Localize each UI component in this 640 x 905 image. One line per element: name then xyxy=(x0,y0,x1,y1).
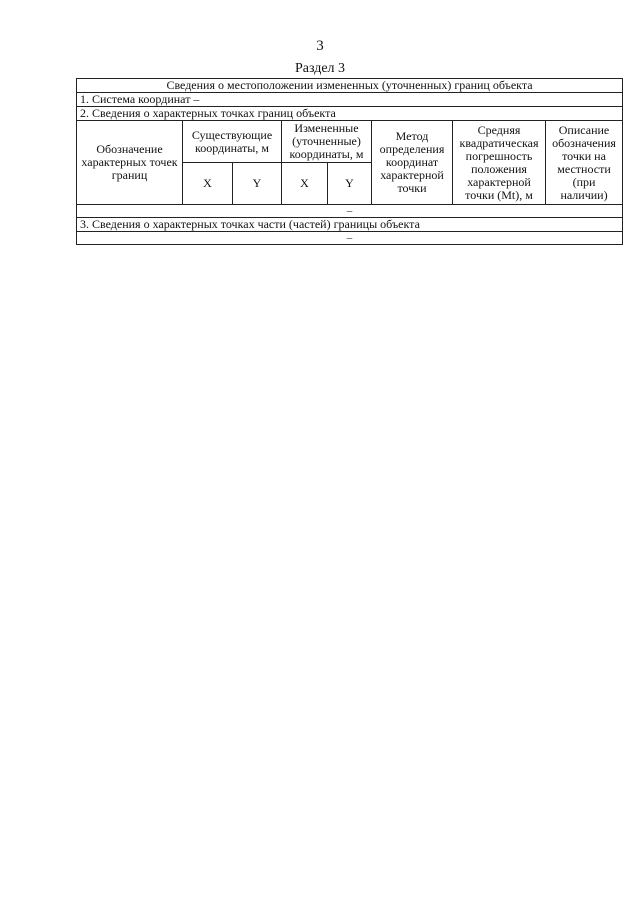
empty-part-points-row: – xyxy=(77,232,623,245)
section-title: Раздел 3 xyxy=(294,61,346,76)
header-method: Метод определения координат характерной точки xyxy=(372,121,453,205)
header-changed-x: X xyxy=(282,163,328,205)
header-changed-coordinates: Измененные (уточненные) координаты, м xyxy=(282,121,372,163)
header-existing-x: X xyxy=(183,163,233,205)
empty-points-row: – xyxy=(77,205,623,218)
characteristic-points-row: 2. Сведения о характерных точках границ объекта xyxy=(77,107,623,121)
page-number: 3 xyxy=(316,38,324,54)
header-changed-y: Y xyxy=(328,163,372,205)
header-existing-coordinates: Существующие координаты, м xyxy=(183,121,282,163)
table-banner: Сведения о местоположении измененных (уточненных) границ объекта xyxy=(77,79,623,93)
boundary-info-table xyxy=(76,78,623,245)
header-existing-y: Y xyxy=(233,163,282,205)
coordinate-system-row: 1. Система координат – xyxy=(77,93,623,107)
part-points-row: 3. Сведения о характерных точках части (частей) границы объекта xyxy=(77,218,623,232)
header-designation: Обозначение характерных точек границ xyxy=(77,121,183,205)
header-mean-error: Средняя квадратическая погрешность положения характерной точки (Mt), м xyxy=(453,121,546,205)
header-description: Описание обозначения точки на местности (при наличии) xyxy=(546,121,623,205)
